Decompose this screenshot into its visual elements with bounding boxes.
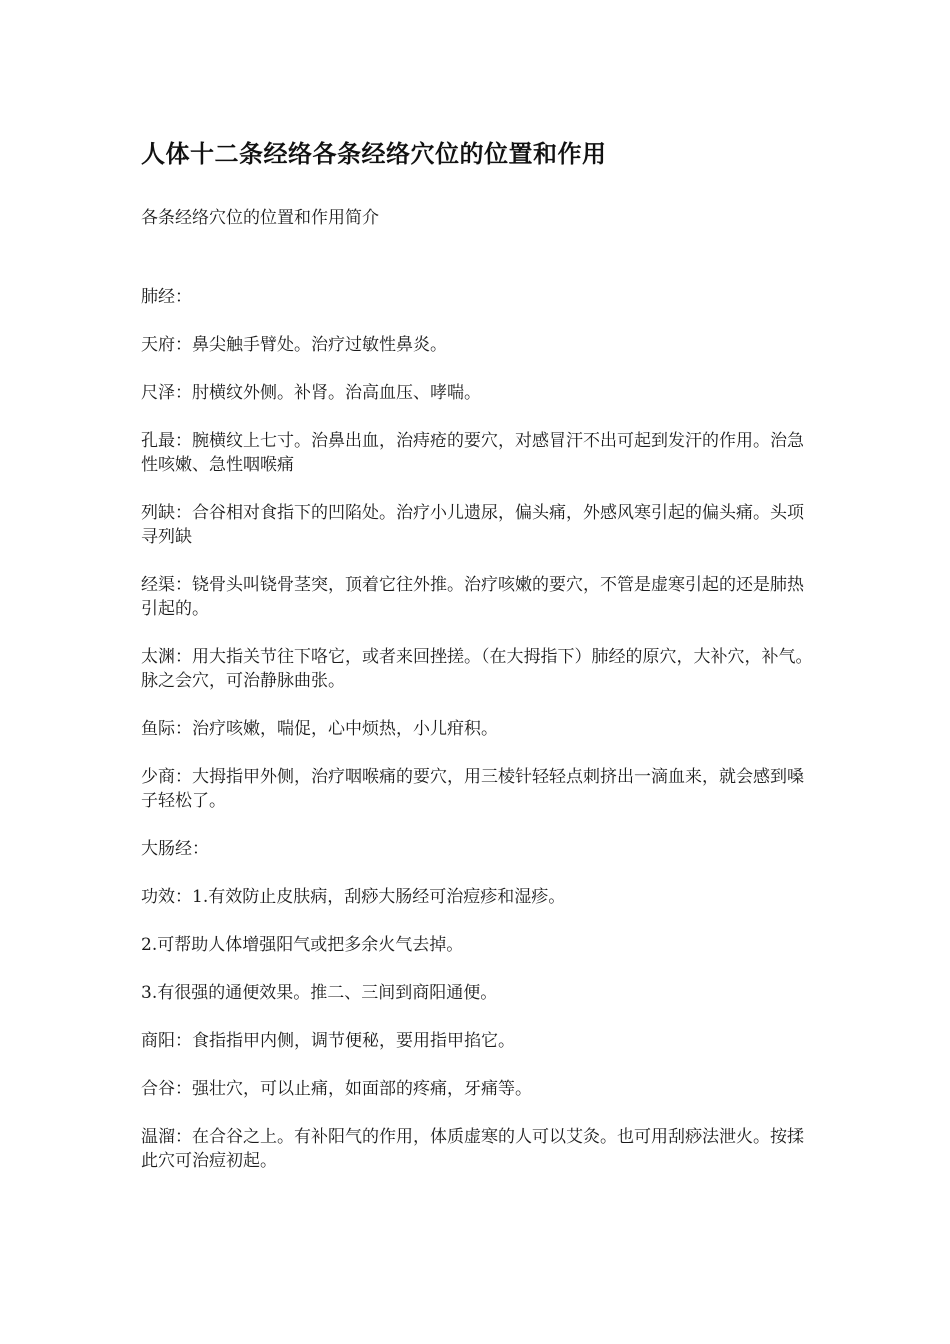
paragraph-hegu: 合谷：强壮穴，可以止痛，如面部的疼痛，牙痛等。 (141, 1079, 532, 1099)
section-heading-large-intestine-meridian: 大肠经： (141, 839, 209, 859)
paragraph-shaoshang: 少商：大拇指甲外侧，治疗咽喉痛的要穴，用三棱针轻轻点刺挤出一滴血来，就会感到嗓子轻松了。 (141, 767, 804, 811)
section-heading-lung-meridian: 肺经： (141, 287, 192, 307)
document-page (141, 139, 813, 1173)
paragraph-chize: 尺泽：肘横纹外侧。补肾。治高血压、哮喘。 (141, 383, 481, 403)
paragraph-jingqu: 经渠：铙骨头叫铙骨茎突，顶着它往外推。治疗咳嫩的要穴，不管是虚寒引起的还是肺热引起的。 (141, 575, 804, 619)
paragraph-tianfu: 天府：鼻尖触手臂处。治疗过敏性鼻炎。 (141, 335, 447, 355)
paragraph-lieque: 列缺：合谷相对食指下的凹陷处。治疗小儿遗尿，偏头痛，外感风寒引起的偏头痛。头项寻列缺 (141, 503, 804, 547)
document-subtitle: 各条经络穴位的位置和作用简介 (141, 208, 379, 228)
document-title: 人体十二条经络各条经络穴位的位置和作用 (141, 140, 607, 168)
paragraph-kongzui: 孔最：腕横纹上七寸。治鼻出血，治痔疮的要穴，对感冒汗不出可起到发汗的作用。治急性咳嫩、急性咽喉痛 (141, 431, 804, 475)
paragraph-effect-1: 功效：1.有效防止皮肤病，刮痧大肠经可治痘疹和湿疹。 (141, 887, 566, 907)
paragraph-wenliu: 温溜：在合谷之上。有补阳气的作用，体质虚寒的人可以艾灸。也可用刮痧法泄火。按揉此穴可治痘初起。 (141, 1127, 804, 1171)
paragraph-yuji: 鱼际：治疗咳嫩，喘促，心中烦热，小儿疳积。 (141, 719, 498, 739)
paragraph-shangyang: 商阳：食指指甲内侧，调节便秘，要用指甲掐它。 (141, 1031, 515, 1051)
paragraph-effect-3: 3.有很强的通便效果。推二、三间到商阳通便。 (141, 983, 498, 1003)
paragraph-effect-2: 2.可帮助人体增强阳气或把多余火气去掉。 (141, 935, 464, 955)
paragraph-taiyuan: 太渊：用大指关节往下咯它，或者来回挫搓。（在大拇指下）肺经的原穴，大补穴，补气。脉之会穴，可治静脉曲张。 (141, 647, 813, 691)
